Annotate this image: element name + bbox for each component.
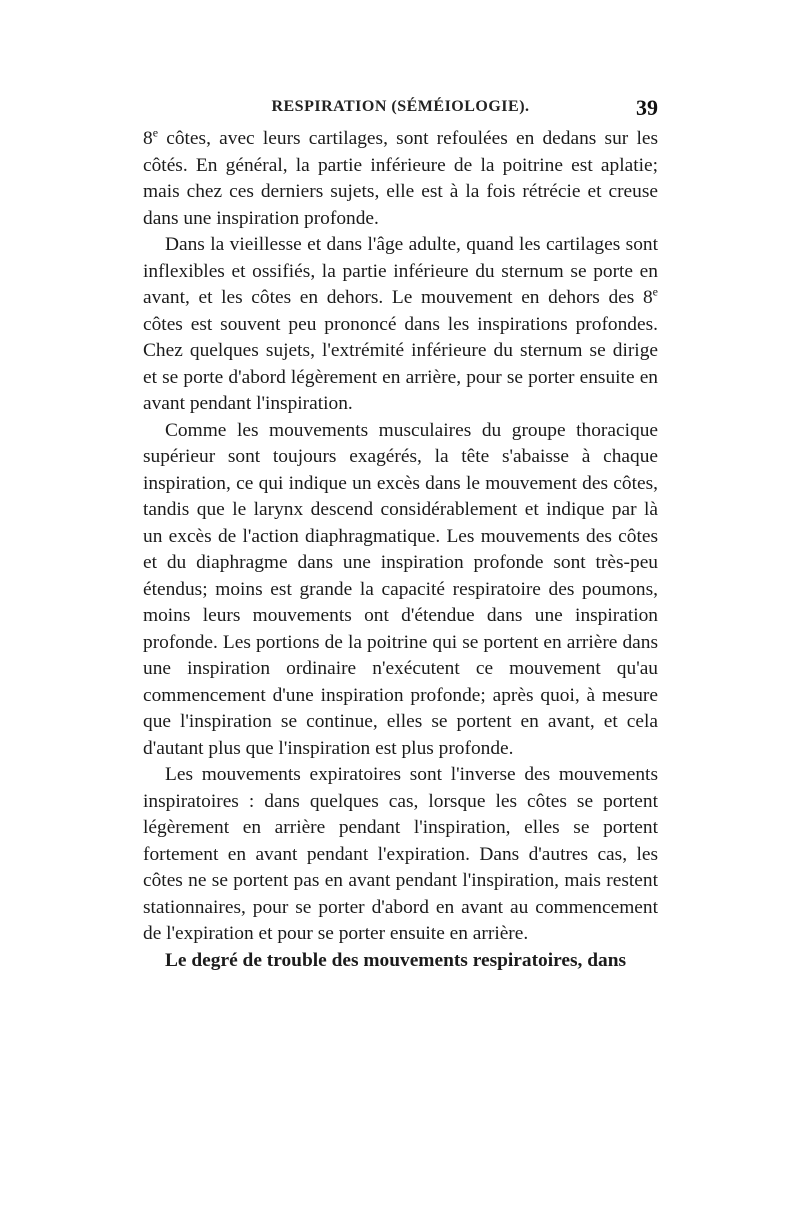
paragraph-4: Les mouvements expiratoires sont l'inverse des mouvements inspiratoires : dans quelques cas, lorsque les côtes se portent légèrement en arrière pendant l'inspiration, elles se portent fortement en avant pendant l'expiration. Dans d'autres cas, les côtes ne se portent pas en avant pendant l'inspiration, mais restent stationnaires, pour se porter d'abord en avant au commencement de l'expiration et pour se porter ensuite en arrière. [143,764,658,944]
paragraph-1-prefix: 8 [143,128,153,149]
paragraph-2 [143,232,658,418]
ordinal-superscript: e [652,284,658,299]
ordinal-superscript: e [152,125,159,140]
paragraph-1-text: côtes, avec leurs cartilages, sont refoulées en dedans sur les côtés. En général, la partie inférieure de la poitrine est aplatie; mais chez ces derniers sujets, elle est à la fois rétrécie et creuse dans une inspiration profonde. [143,128,658,229]
paragraph-3: Comme les mouvements musculaires du groupe thoracique supérieur sont toujours exagérés, la tête s'abaisse à chaque inspiration, ce qui indique un excès dans le mouvement des côtes, tandis que le larynx descend considérablement et indique par là un excès de l'action diaphragmatique. Les mouvements des côtes et du diaphragme dans une inspiration profonde sont très-peu étendus; moins est grande la capacité respiratoire des poumons, moins leurs mouvements ont d'étendue dans une inspiration profonde. Les portions de la poitrine qui se portent en arrière dans une inspiration ordinaire n'exécutent ce mouvement qu'au commencement d'une inspiration profonde; après quoi, à mesure que l'inspiration se continue, elles se portent en avant, et cela d'autant plus que l'inspiration est plus profonde. [143,419,658,759]
paragraph-5: Le degré de trouble des mouvements respiratoires, dans [165,949,627,971]
running-head [143,95,658,128]
running-title: RESPIRATION (SÉMÉIOLOGIE). [271,98,530,115]
body-text [143,126,658,974]
paragraph-1 [143,126,658,232]
page-number: 39 [636,95,658,120]
paragraph-2-text: côtes est souvent peu prononcé dans les inspirations profondes. Chez quelques sujets, l'extrémité inférieure du sternum se dirige et se porte d'abord légèrement en arrière, pour se porter ensuite en avant pendant l'inspiration. [143,313,658,414]
paragraph-2-prefix: Dans la vieillesse et dans l'âge adulte, quand les cartilages sont inflexibles et ossifiés, la partie inférieure du sternum se porte en avant, et les côtes en dehors. Le mouvement en dehors des 8 [143,234,658,308]
